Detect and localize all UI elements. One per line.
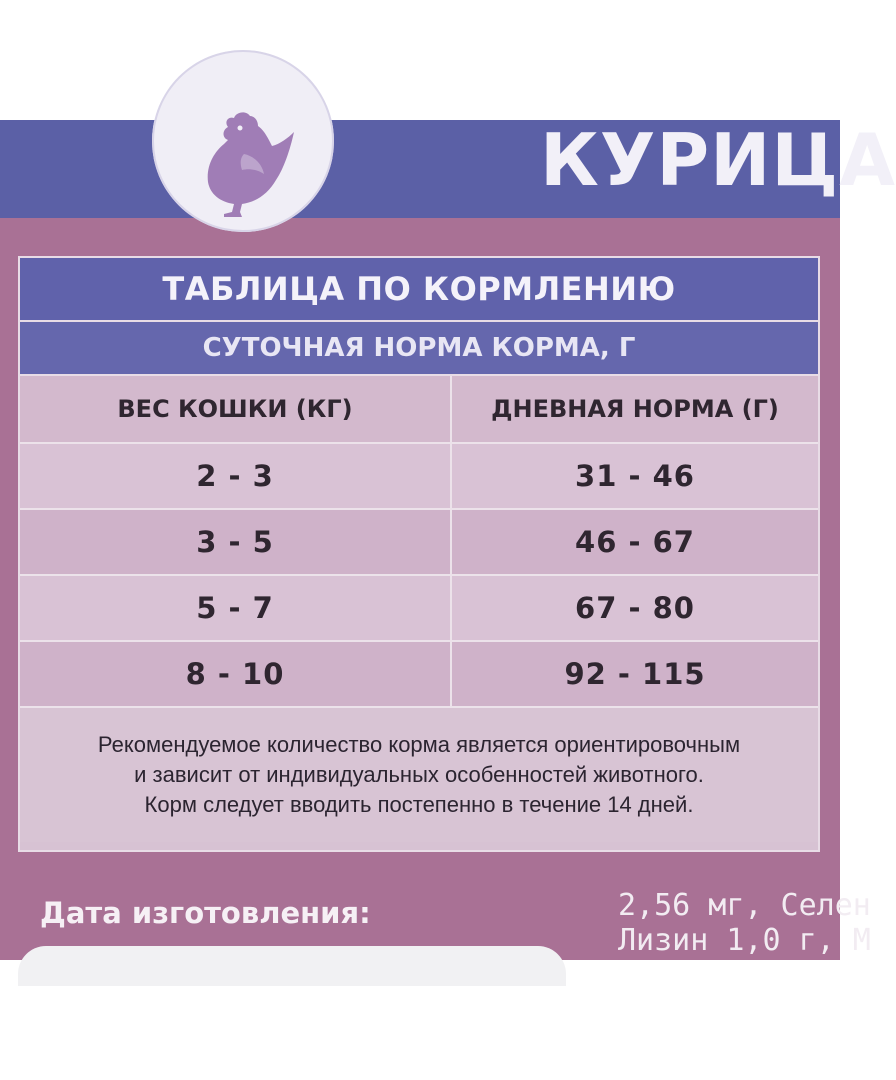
- daily-norm-cell: 31 - 46: [575, 459, 695, 493]
- column-header-daily-norm: ДНЕВНАЯ НОРМА (Г): [491, 395, 779, 423]
- table-subtitle: СУТОЧНАЯ НОРМА КОРМА, Г: [20, 322, 818, 376]
- table-title: ТАБЛИЦА ПО КОРМЛЕНИЮ: [20, 258, 818, 322]
- table-row: [20, 642, 818, 708]
- cat-weight-cell: 2 - 3: [20, 444, 452, 508]
- note-line: Рекомендуемое количество корма является ориентировочным: [97, 732, 741, 757]
- production-date-label: Дата изготовления:: [40, 896, 371, 930]
- production-date-field: [18, 946, 566, 986]
- composition-line: Лизин 1,0 г, М: [618, 923, 871, 958]
- table-row: [20, 576, 818, 642]
- brand-title: КУРИЦА: [540, 118, 896, 202]
- column-header-cat-weight: ВЕС КОШКИ (КГ): [20, 376, 452, 442]
- cat-weight-cell: 8 - 10: [20, 642, 452, 706]
- daily-norm-cell: 92 - 115: [564, 657, 706, 691]
- composition-line: 2,56 мг, Селен: [618, 888, 871, 923]
- composition-text: [618, 888, 871, 958]
- note-line: и зависит от индивидуальных особенностей животного.: [134, 762, 704, 787]
- table-header-row: [20, 376, 818, 444]
- daily-norm-cell: 67 - 80: [575, 591, 695, 625]
- chicken-icon: [184, 110, 302, 220]
- logo-badge: [152, 50, 334, 232]
- note-line: Корм следует вводить постепенно в течение 14 дней.: [144, 792, 694, 817]
- table-row: [20, 510, 818, 576]
- cat-weight-cell: 5 - 7: [20, 576, 452, 640]
- feeding-table: [18, 256, 820, 852]
- table-row: [20, 444, 818, 510]
- daily-norm-cell: 46 - 67: [575, 525, 695, 559]
- feeding-note: [20, 708, 818, 842]
- cat-weight-cell: 3 - 5: [20, 510, 452, 574]
- package-panel: [0, 118, 896, 960]
